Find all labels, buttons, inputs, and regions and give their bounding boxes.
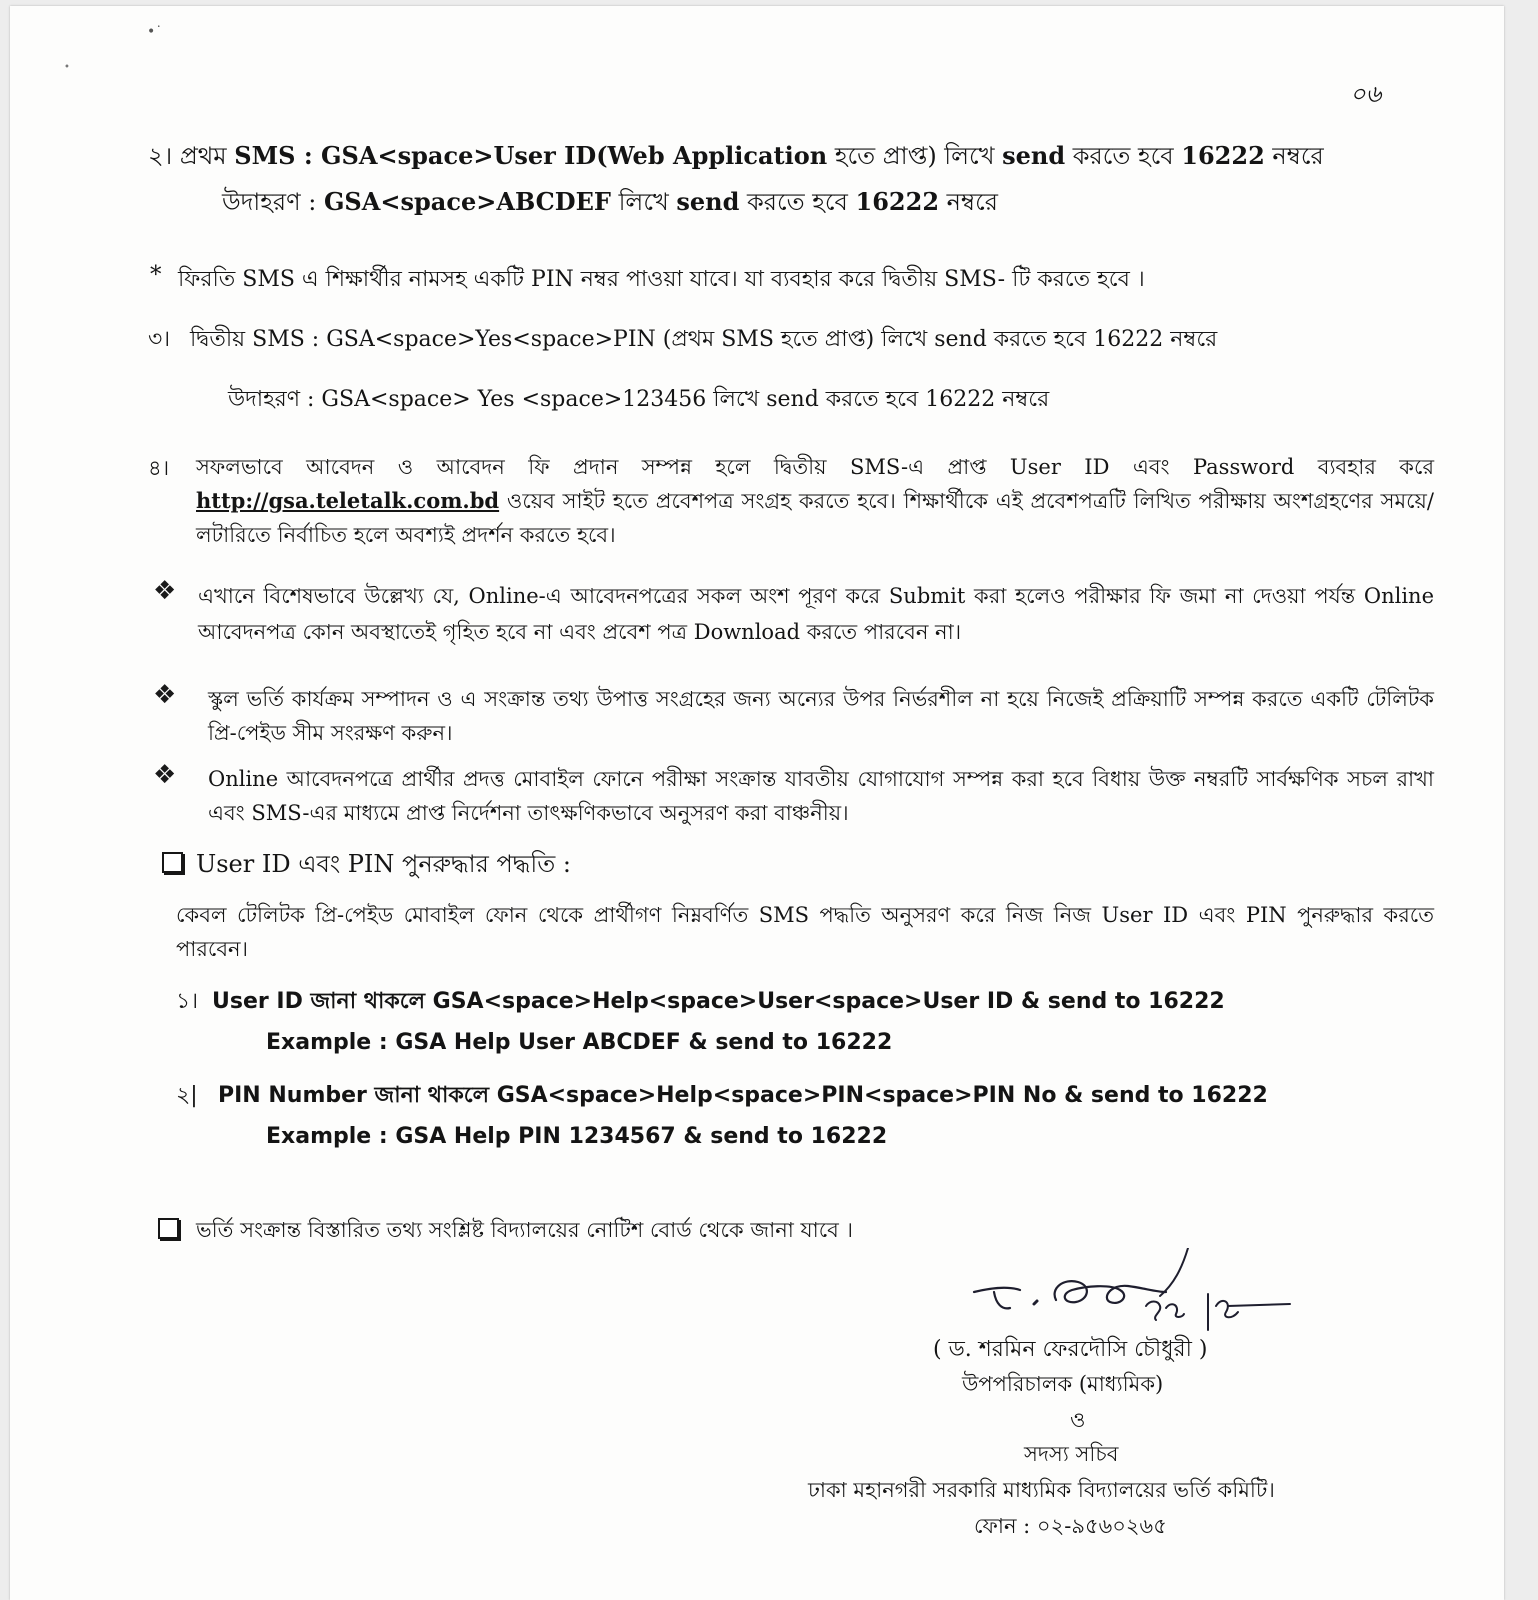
bullet-paragraph: স্কুল ভর্তি কার্যক্রম সম্পাদন ও এ সংক্রান্ত তথ্য উপাত্ত সংগ্রহের জন্য অন্যের উপর নির্ভরশীল না হয়ে নিজেই প্রক্রিয়াটি সম্পন্ন করতে একটি টেলিটক প্রি-পেইড সীম সংরক্ষণ করুন।: [208, 687, 1434, 745]
checkbox-square-icon: [162, 852, 183, 873]
bullet-diamond-icon: ❖: [153, 680, 177, 710]
notice-text: ভর্তি সংক্রান্ত বিস্তারিত তথ্য সংশ্লিষ্ট বিদ্যালয়ের নোটিশ বোর্ড থেকে জানা যাবে ।: [196, 1218, 854, 1242]
recovery-item-example: Example : GSA Help PIN 1234567 & send to 16222: [266, 1124, 888, 1149]
signatory-phone: ফোন : ০২-৯৫৬০২৬৫: [974, 1514, 1167, 1538]
signatory-designation: উপপরিচালক (মাধ্যমিক): [962, 1372, 1164, 1396]
bullet-diamond-icon: ❖: [153, 760, 177, 790]
step-4-paragraph: সফলভাবে আবেদন ও আবেদন ফি প্রদান সম্পন্ন হলে দ্বিতীয় SMS-এ প্রাপ্ত User ID এবং Password ব্যবহার করে http://gsa.teletalk.com.bd ওয়েব সাইট হতে প্রবেশপত্র সংগ্রহ করতে হবে। শিক্ষার্থীকে এই প্রবেশপত্রটি লিখিত পরীক্ষায় অংশগ্রহণের সময়ে/লটারিতে নির্বাচিত হলে অবশ্যই প্রদর্শন করতে হবে।: [196, 455, 1434, 547]
step-3-example: উদাহরণ : GSA<space> Yes <space>123456 লিখে send করতে হবে 16222 নম্বরে: [228, 387, 1050, 412]
signatory-committee: ঢাকা মহানগরী সরকারি মাধ্যমিক বিদ্যালয়ের ভর্তি কমিটি।: [808, 1478, 1275, 1502]
step-2-line: ২। প্রথম SMS : GSA<space>User ID(Web Application হতে প্রাপ্ত) লিখে send করতে হবে 16222 নম্বরে: [148, 141, 1324, 170]
recovery-item-number: ১।: [176, 989, 199, 1014]
recovery-item-text: User ID জানা থাকলে GSA<space>Help<space>User<space>User ID & send to 16222: [212, 989, 1225, 1014]
scan-speck: •: [64, 62, 70, 73]
step-2-example: উদাহরণ : GSA<space>ABCDEF লিখে send করতে হবে 16222 নম্বরে: [222, 187, 998, 216]
signatory-role: সদস্য সচিব: [1024, 1442, 1119, 1466]
scan-speck: •˙: [147, 24, 163, 40]
page-number: ০৬: [1350, 80, 1382, 108]
bullet-paragraph: Online আবেদনপত্রে প্রার্থীর প্রদত্ত মোবাইল ফোনে পরীক্ষা সংক্রান্ত যাবতীয় যোগাযোগ সম্পন্ন করা হবে বিধায় উক্ত নম্বরটি সার্বক্ষণিক সচল রাখা এবং SMS-এর মাধ্যমে প্রাপ্ত নির্দেশনা তাৎক্ষণিকভাবে অনুসরণ করা বাঞ্চনীয়।: [208, 767, 1434, 825]
step-3-line: দ্বিতীয় SMS : GSA<space>Yes<space>PIN (প্রথম SMS হতে প্রাপ্ত) লিখে send করতে হবে 16222 নম্বরে: [190, 327, 1218, 352]
recovery-item-example: Example : GSA Help User ABCDEF & send to 16222: [266, 1030, 893, 1055]
admit-card-link[interactable]: http://gsa.teletalk.com.bd: [196, 488, 500, 513]
signatory-name: ( ড. শরমিন ফেরদৌসি চৌধুরী ): [933, 1337, 1208, 1362]
note-star-text: ফিরতি SMS এ শিক্ষার্থীর নামসহ একটি PIN নম্বর পাওয়া যাবে। যা ব্যবহার করে দ্বিতীয় SMS- টি করতে হবে ।: [178, 267, 1145, 292]
signatory-and: ও: [1070, 1408, 1086, 1432]
bullet-paragraph: এখানে বিশেষভাবে উল্লেখ্য যে, Online-এ আবেদনপত্রের সকল অংশ পূরণ করে Submit করা হলেও পরীক্ষার ফি জমা না দেওয়া পর্যন্ত Online আবেদনপত্র কোন অবস্থাতেই গৃহিত হবে না এবং প্রবেশ পত্র Download করতে পারবেন না।: [198, 584, 1434, 644]
step-3-number: ৩।: [148, 327, 171, 352]
recovery-item-text: PIN Number জানা থাকলে GSA<space>Help<space>PIN<space>PIN No & send to 16222: [218, 1083, 1268, 1108]
note-star-mark: *: [150, 262, 162, 288]
recovery-heading: User ID এবং PIN পুনরুদ্ধার পদ্ধতি :: [196, 850, 571, 878]
bullet-diamond-icon: ❖: [153, 576, 177, 606]
step-4-number: ৪।: [148, 456, 170, 480]
recovery-intro: কেবল টেলিটক প্রি-পেইড মোবাইল ফোন থেকে প্রার্থীগণ নিম্নবর্ণিত SMS পদ্ধতি অনুসরণ করে নিজ নিজ User ID এবং PIN পুনরুদ্ধার করতে পারবেন।: [176, 903, 1434, 961]
checkbox-square-icon: [158, 1218, 179, 1239]
recovery-item-number: ২|: [176, 1083, 198, 1108]
